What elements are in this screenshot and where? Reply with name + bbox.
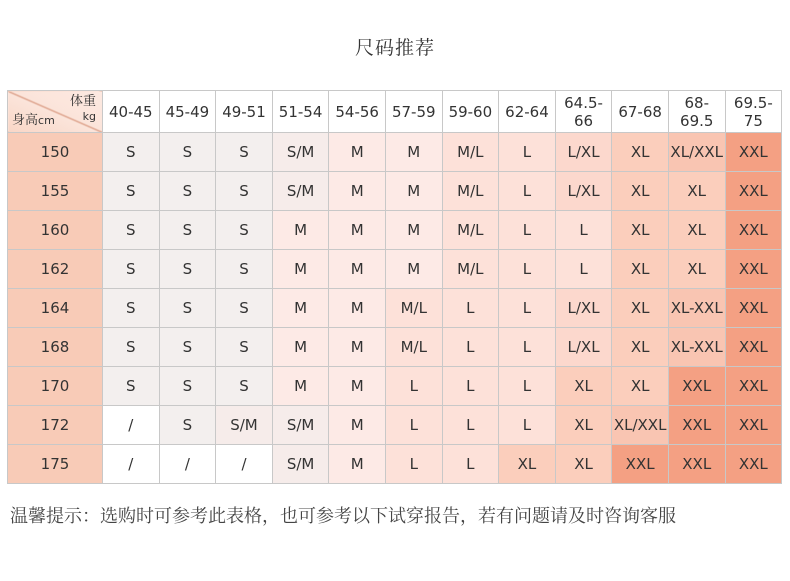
size-cell: M: [272, 289, 329, 328]
size-cell: S: [103, 133, 160, 172]
size-cell: S/M: [216, 406, 273, 445]
size-cell: M: [272, 250, 329, 289]
weight-header-row: [8, 91, 782, 133]
size-cell: M/L: [442, 133, 499, 172]
size-cell: /: [103, 445, 160, 484]
size-cell: XL: [612, 133, 669, 172]
weight-range-header: 62-64: [499, 91, 556, 133]
weight-range-header: 51-54: [272, 91, 329, 133]
weight-range-header: 54-56: [329, 91, 386, 133]
size-cell: L: [385, 406, 442, 445]
size-cell: XL: [668, 250, 725, 289]
size-chart-table: [7, 90, 782, 484]
size-cell: M: [329, 172, 386, 211]
size-cell: XL-XXL: [668, 328, 725, 367]
height-cell: 175: [8, 445, 103, 484]
size-cell: XL: [668, 211, 725, 250]
size-cell: L/XL: [555, 289, 612, 328]
size-cell: S/M: [272, 172, 329, 211]
size-cell: S: [103, 367, 160, 406]
size-cell: M: [385, 211, 442, 250]
size-cell: S: [159, 367, 216, 406]
size-cell: S: [216, 328, 273, 367]
size-cell: L/XL: [555, 328, 612, 367]
size-cell: S: [103, 211, 160, 250]
size-cell: S/M: [272, 445, 329, 484]
size-cell: L: [499, 367, 556, 406]
size-cell: XL: [612, 289, 669, 328]
size-cell: S/M: [272, 406, 329, 445]
size-cell: XXL: [725, 250, 782, 289]
table-row: [8, 250, 782, 289]
size-cell: S: [216, 250, 273, 289]
size-cell: XXL: [725, 289, 782, 328]
table-row: [8, 172, 782, 211]
size-cell: M: [329, 328, 386, 367]
weight-range-header: 64.5-66: [555, 91, 612, 133]
size-cell: M: [329, 250, 386, 289]
size-cell: L: [499, 133, 556, 172]
size-cell: L: [442, 328, 499, 367]
size-cell: XL/XXL: [612, 406, 669, 445]
size-cell: M/L: [442, 211, 499, 250]
table-row: [8, 133, 782, 172]
size-cell: S: [216, 211, 273, 250]
weight-range-header: 57-59: [385, 91, 442, 133]
height-axis-label: 身高cm: [12, 113, 55, 128]
height-cell: 172: [8, 406, 103, 445]
weight-range-header: 67-68: [612, 91, 669, 133]
size-cell: XXL: [725, 211, 782, 250]
size-cell: S: [216, 367, 273, 406]
size-cell: XL: [555, 445, 612, 484]
size-cell: L: [499, 406, 556, 445]
size-cell: XL: [612, 211, 669, 250]
size-cell: XL: [612, 367, 669, 406]
size-cell: L: [442, 367, 499, 406]
size-cell: M: [385, 133, 442, 172]
size-cell: XXL: [668, 406, 725, 445]
size-cell: S: [103, 328, 160, 367]
size-cell: L: [555, 250, 612, 289]
size-cell: M/L: [442, 250, 499, 289]
size-cell: S: [216, 172, 273, 211]
weight-range-header: 40-45: [103, 91, 160, 133]
size-cell: M: [329, 289, 386, 328]
weight-range-header: 69.5-75: [725, 91, 782, 133]
size-cell: L/XL: [555, 133, 612, 172]
page-title: 尺码推荐: [354, 37, 435, 59]
table-row: [8, 367, 782, 406]
size-cell: M/L: [385, 289, 442, 328]
height-cell: 162: [8, 250, 103, 289]
size-cell: L: [499, 172, 556, 211]
table-row: [8, 289, 782, 328]
size-cell: XXL: [725, 367, 782, 406]
weight-range-header: 59-60: [442, 91, 499, 133]
size-chart-body: [8, 133, 782, 484]
size-cell: XXL: [612, 445, 669, 484]
size-cell: S: [159, 133, 216, 172]
size-cell: XXL: [668, 445, 725, 484]
size-cell: M: [329, 445, 386, 484]
size-cell: S: [159, 328, 216, 367]
height-cell: 168: [8, 328, 103, 367]
size-cell: M: [272, 328, 329, 367]
size-cell: L: [499, 289, 556, 328]
size-cell: M: [385, 250, 442, 289]
size-cell: XL: [668, 172, 725, 211]
size-cell: S: [216, 289, 273, 328]
size-cell: XL: [555, 367, 612, 406]
size-cell: S: [103, 250, 160, 289]
size-cell: S/M: [272, 133, 329, 172]
size-cell: XXL: [668, 367, 725, 406]
size-cell: M: [272, 367, 329, 406]
size-cell: M: [385, 172, 442, 211]
size-cell: XL: [612, 328, 669, 367]
size-cell: L: [442, 289, 499, 328]
size-cell: S: [159, 172, 216, 211]
table-corner-header: [8, 91, 103, 133]
height-cell: 170: [8, 367, 103, 406]
size-cell: M: [329, 211, 386, 250]
height-cell: 155: [8, 172, 103, 211]
weight-range-header: 68-69.5: [668, 91, 725, 133]
size-cell: L: [385, 367, 442, 406]
height-cell: 160: [8, 211, 103, 250]
table-row: [8, 445, 782, 484]
size-cell: S: [159, 211, 216, 250]
table-row: [8, 406, 782, 445]
table-row: [8, 211, 782, 250]
size-cell: S: [159, 289, 216, 328]
size-cell: M/L: [442, 172, 499, 211]
size-cell: S: [159, 250, 216, 289]
size-cell: XXL: [725, 445, 782, 484]
size-cell: /: [159, 445, 216, 484]
size-cell: XXL: [725, 172, 782, 211]
size-cell: S: [103, 289, 160, 328]
size-cell: XL: [555, 406, 612, 445]
size-cell: S: [216, 133, 273, 172]
table-row: [8, 328, 782, 367]
size-cell: /: [103, 406, 160, 445]
size-cell: M: [329, 133, 386, 172]
weight-range-header: 45-49: [159, 91, 216, 133]
size-cell: M: [329, 406, 386, 445]
size-cell: XL: [499, 445, 556, 484]
size-cell: XXL: [725, 406, 782, 445]
size-cell: M/L: [385, 328, 442, 367]
size-cell: M: [272, 211, 329, 250]
size-cell: L: [555, 211, 612, 250]
size-cell: XL-XXL: [668, 289, 725, 328]
height-cell: 150: [8, 133, 103, 172]
tip-note: 温馨提示：选购时可参考此表格，也可参考以下试穿报告，若有问题请及时咨询客服: [10, 506, 676, 527]
size-cell: /: [216, 445, 273, 484]
size-cell: S: [103, 172, 160, 211]
size-cell: L: [499, 328, 556, 367]
size-cell: XL/XXL: [668, 133, 725, 172]
weight-axis-label: 体重 kg: [69, 94, 96, 123]
height-cell: 164: [8, 289, 103, 328]
size-cell: L: [499, 211, 556, 250]
size-cell: L: [442, 445, 499, 484]
size-cell: L: [385, 445, 442, 484]
size-cell: XXL: [725, 328, 782, 367]
size-cell: L: [499, 250, 556, 289]
size-cell: XL: [612, 250, 669, 289]
weight-range-header: 49-51: [216, 91, 273, 133]
size-cell: L/XL: [555, 172, 612, 211]
size-cell: L: [442, 406, 499, 445]
size-cell: XXL: [725, 133, 782, 172]
size-cell: M: [329, 367, 386, 406]
size-cell: XL: [612, 172, 669, 211]
size-cell: S: [159, 406, 216, 445]
